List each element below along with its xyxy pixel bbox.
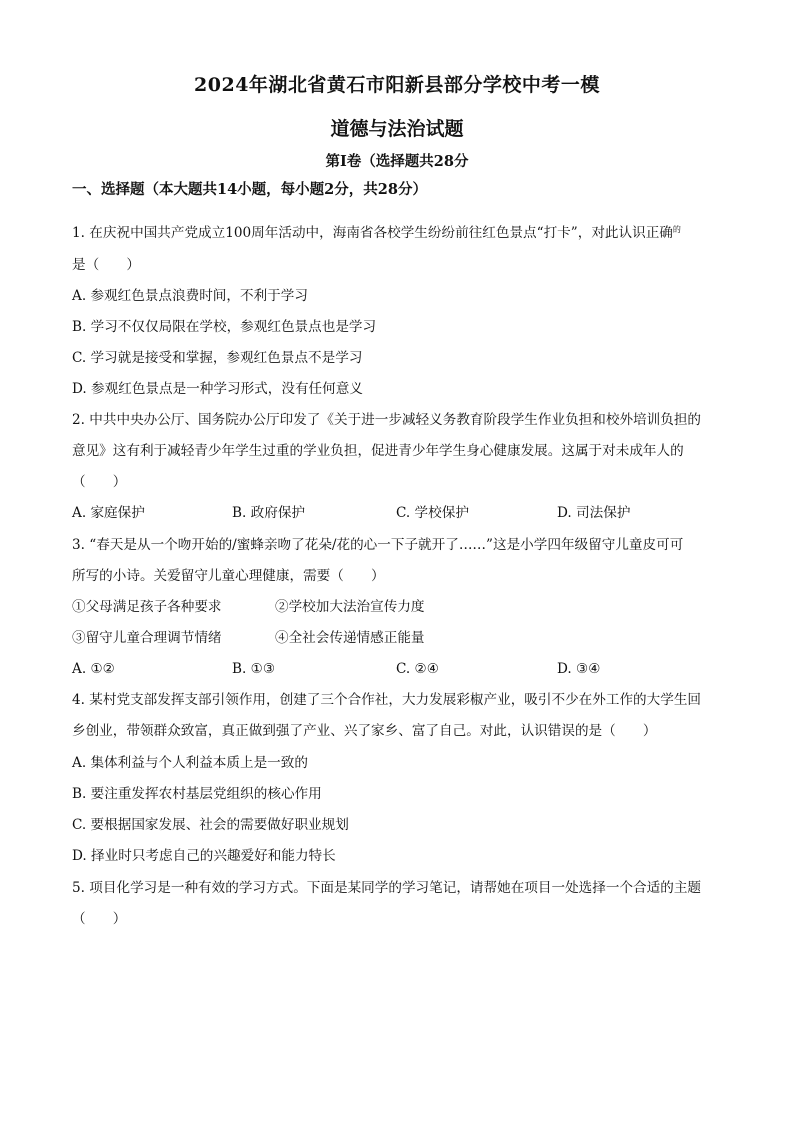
question-4-stem-cont: 乡创业，带领群众致富，真正做到强了产业、兴了家乡、富了自己。对此，认识错误的是（ ） (72, 723, 657, 739)
question-2-option-a[interactable]: A. 家庭保护 (72, 505, 145, 521)
question-3-option-d[interactable]: D. ③④ (557, 661, 601, 677)
question-2-stem-end: （ ） (72, 474, 127, 490)
question-1-stem (72, 221, 681, 242)
question-3-item-1: ①父母满足孩子各种要求 (72, 599, 222, 615)
question-1-option-b[interactable]: B. 学习不仅仅局限在学校，参观红色景点也是学习 (72, 319, 377, 335)
question-4-stem: 4. 某村党支部发挥支部引领作用，创建了三个合作社，大力发展彩椒产业，吸引不少在外工作的大学生回 (72, 692, 702, 708)
exam-title: 2024年湖北省黄石市阳新县部分学校中考一模 (194, 74, 600, 96)
question-1-option-c[interactable]: C. 学习就是接受和掌握，参观红色景点不是学习 (72, 350, 363, 366)
question-1-option-a[interactable]: A. 参观红色景点浪费时间，不利于学习 (72, 288, 308, 304)
question-1-option-d[interactable]: D. 参观红色景点是一种学习形式，没有任何意义 (72, 381, 363, 397)
question-1-superscript: 的 (672, 225, 681, 234)
question-1-text: 1. 在庆祝中国共产党成立100周年活动中，海南省各校学生纷纷前往红色景点“打卡”，对此认识正确 (72, 225, 673, 241)
question-2-stem: 2. 中共中央办公厅、国务院办公厅印发了《关于进一步减轻义务教育阶段学生作业负担和校外培训负担的 (72, 412, 702, 428)
section-heading: 一、选择题（本大题共14小题，每小题2分，共28分） (72, 181, 427, 198)
question-1-stem-cont: 是（ ） (72, 257, 140, 273)
question-2-option-d[interactable]: D. 司法保护 (557, 505, 631, 521)
question-2-option-b[interactable]: B. 政府保护 (232, 505, 306, 521)
question-3-item-4: ④全社会传递情感正能量 (275, 630, 425, 646)
question-2-stem-cont: 意见》这有利于减轻青少年学生过重的学业负担，促进青少年学生身心健康发展。这属于对未成年人的 (72, 443, 684, 459)
question-3-stem: 3. “春天是从一个吻开始的/蜜蜂亲吻了花朵/花的心一下子就开了……”这是小学四年级留守儿童皮可可 (72, 537, 684, 553)
question-3-item-2: ②学校加大法治宣传力度 (275, 599, 425, 615)
question-4-option-c[interactable]: C. 要根据国家发展、社会的需要做好职业规划 (72, 817, 349, 833)
question-5-stem-end: （ ） (72, 911, 127, 927)
question-3-stem-cont: 所写的小诗。关爱留守儿童心理健康，需要（ ） (72, 568, 385, 584)
question-3-option-a[interactable]: A. ①② (72, 661, 115, 677)
question-4-option-b[interactable]: B. 要注重发挥农村基层党组织的核心作用 (72, 786, 322, 802)
exam-subtitle: 道德与法治试题 (330, 118, 464, 140)
question-2-option-c[interactable]: C. 学校保护 (396, 505, 469, 521)
question-5-stem: 5. 项目化学习是一种有效的学习方式。下面是某同学的学习笔记，请帮她在项目一处选择一个合适的主题 (72, 880, 702, 896)
question-4-option-a[interactable]: A. 集体利益与个人利益本质上是一致的 (72, 755, 308, 771)
question-4-option-d[interactable]: D. 择业时只考虑自己的兴趣爱好和能力特长 (72, 848, 336, 864)
volume-heading: 第Ⅰ卷（选择题共28分 (325, 153, 469, 170)
question-3-option-b[interactable]: B. ①③ (232, 661, 276, 677)
question-3-item-3: ③留守儿童合理调节情绪 (72, 630, 222, 646)
question-3-option-c[interactable]: C. ②④ (396, 661, 439, 677)
